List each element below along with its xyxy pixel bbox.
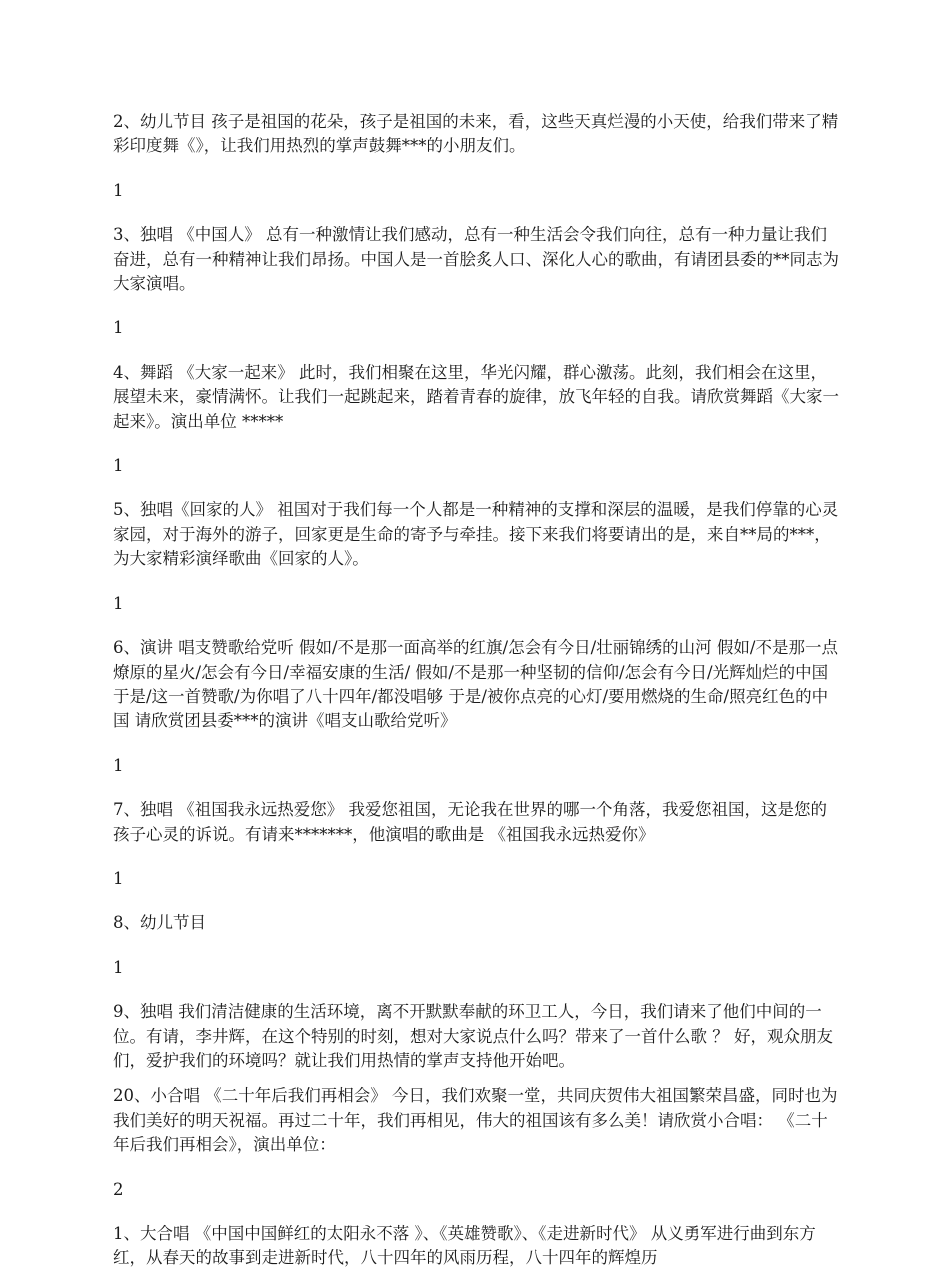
page-number: 1 <box>113 957 124 977</box>
document-page <box>113 110 840 1271</box>
page-number: 2 <box>113 1179 124 1199</box>
program-item-1: 1、大合唱 《中国中国鲜红的太阳永不落 》、《英雄赞歌》、《走进新时代》 从义勇军进行曲到东方红，从春天的故事到走进新时代，八十四年的风雨历程，八十四年的辉煌历 <box>113 1224 816 1268</box>
program-item-2: 2、幼儿节目 孩子是祖国的花朵，孩子是祖国的未来，看，这些天真烂漫的小天使，给我们带来了精彩印度舞《》，让我们用热烈的掌声鼓舞***的小朋友们。 <box>113 112 839 156</box>
program-item-7: 7、独唱 《祖国我永远热爱您》 我爱您祖国，无论我在世界的哪一个角落，我爱您祖国，这是您的孩子心灵的诉说。有请来*******，他演唱的歌曲是 《祖国我永远热爱你》 <box>113 800 827 844</box>
program-item-8: 8、幼儿节目 <box>113 913 206 933</box>
page-number: 1 <box>113 180 124 200</box>
program-item-4: 4、舞蹈 《大家一起来》 此时，我们相聚在这里，华光闪耀，群心激荡。此刻，我们相会在这里，展望未来，豪情满怀。让我们一起跳起来，踏着青春的旋律，放飞年轻的自我。请欣赏舞蹈《大家一起来》。演出单位 ***** <box>113 362 839 431</box>
program-item-20: 20、小合唱 《二十年后我们再相会》 今日，我们欢聚一堂，共同庆贺伟大祖国繁荣昌盛，同时也为我们美好的明天祝福。再过二十年，我们再相见，伟大的祖国该有多么美！请欣赏小合唱： 《二十年后我们再相会》，演出单位： <box>113 1086 838 1155</box>
page-number: 1 <box>113 868 124 888</box>
program-item-6: 6、演讲 唱支赞歌给党听 假如/不是那一面高举的红旗/怎会有今日/壮丽锦绣的山河 假如/不是那一点燎原的星火/怎会有今日/幸福安康的生活/ 假如/不是那一种坚韧的信仰/怎会有今日/光辉灿烂的中国 于是/这一首赞歌/为你唱了八十四年/都没唱够 于是/被你点亮的心灯/要用燃烧的生命/照亮红色的中国 请欣赏团县委***的演讲《唱支山歌给党听》 <box>113 638 838 731</box>
program-item-5: 5、独唱《回家的人》 祖国对于我们每一个人都是一种精神的支撑和深层的温暖，是我们停靠的心灵家园，对于海外的游子，回家更是生命的寄予与牵挂。接下来我们将要请出的是，来自**局的***，为大家精彩演绎歌曲《回家的人》。 <box>113 500 839 569</box>
program-item-9: 9、独唱 我们清洁健康的生活环境，离不开默默奉献的环卫工人，今日，我们请来了他们中间的一位。有请，李井辉，在这个特别的时刻，想对大家说点什么吗？带来了一首什么歌 ？ 好，观众朋友们，爱护我们的环境吗？就让我们用热情的掌声支持他开始吧。 <box>113 1002 833 1070</box>
page-number: 1 <box>113 755 124 775</box>
page-number: 1 <box>113 456 124 476</box>
program-item-3: 3、独唱 《中国人》 总有一种激情让我们感动，总有一种生活会令我们向往，总有一种力量让我们奋进，总有一种精神让我们昂扬。中国人是一首脍炙人口、深化人心的歌曲，有请团县委的**同志为大家演唱。 <box>113 225 839 294</box>
page-number: 1 <box>113 318 124 338</box>
page-number: 1 <box>113 593 124 613</box>
